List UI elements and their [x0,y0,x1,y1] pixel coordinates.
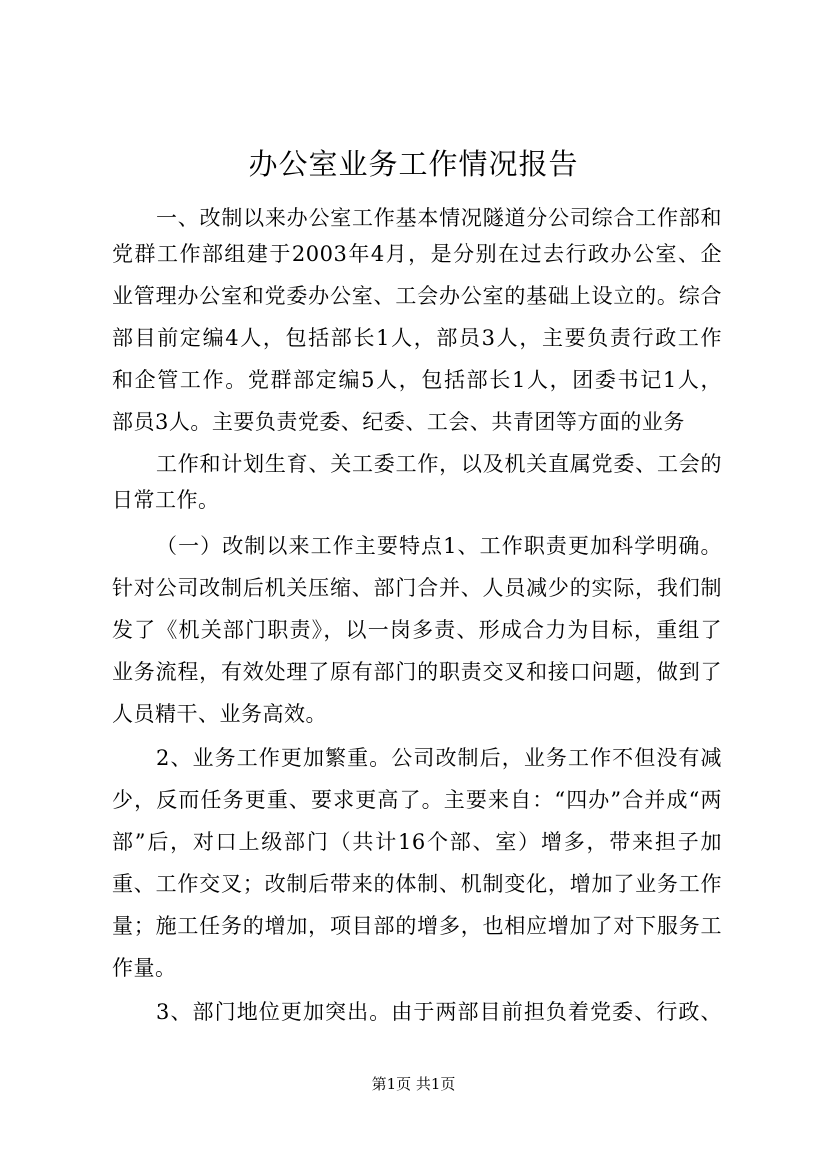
paragraph-line: 业管理办公室和党委办公室、工会办公室的基础上设立的。综合 [112,284,722,308]
paragraph-line: 人员精干、业务高效。 [112,702,327,726]
paragraph-line: 作量。 [112,956,177,980]
paragraph-line: 重、工作交叉；改制后带来的体制、机制变化，增加了业务工作 [112,872,722,896]
paragraph-line: 少，反而任务更重、要求更高了。主要来自：“四办”合并成“两 [112,788,722,812]
paragraph-line: 工作和计划生育、关工委工作，以及机关直属党委、工会的 [156,452,722,476]
paragraph-line: 部”后，对口上级部门（共计16个部、室）增多，带来担子加 [112,830,722,854]
page-footer: 第1页 共1页 [371,1075,456,1093]
paragraph-line: 量；施工任务的增加，项目部的增多，也相应增加了对下服务工 [112,914,722,938]
paragraph-line: 部目前定编4人，包括部长1人，部员3人，主要负责行政工作 [112,326,722,350]
paragraph-line: （一）改制以来工作主要特点1、工作职责更加科学明确。 [156,534,722,558]
paragraph-line: 和企管工作。党群部定编5人，包括部长1人，团委书记1人， [112,368,722,392]
paragraph-line: 部员3人。主要负责党委、纪委、工会、共青团等方面的业务 [112,410,685,434]
paragraph-line: 日常工作。 [112,488,220,512]
paragraph-line: 一、改制以来办公室工作基本情况隧道分公司综合工作部和 [156,206,722,230]
paragraph-line: 3、部门地位更加突出。由于两部目前担负着党委、行政、 [156,1000,722,1024]
paragraph-line: 业务流程，有效处理了原有部门的职责交叉和接口问题，做到了 [112,660,722,684]
paragraph-line: 发了《机关部门职责》，以一岗多责、形成合力为目标，重组了 [112,618,722,642]
paragraph-line: 2、业务工作更加繁重。公司改制后，业务工作不但没有减 [156,746,722,770]
paragraph-line: 党群工作部组建于2003年4月，是分别在过去行政办公室、企 [112,242,722,266]
document-title: 办公室业务工作情况报告 [248,147,579,181]
paragraph-line: 针对公司改制后机关压缩、部门合并、人员减少的实际，我们制 [112,576,722,600]
